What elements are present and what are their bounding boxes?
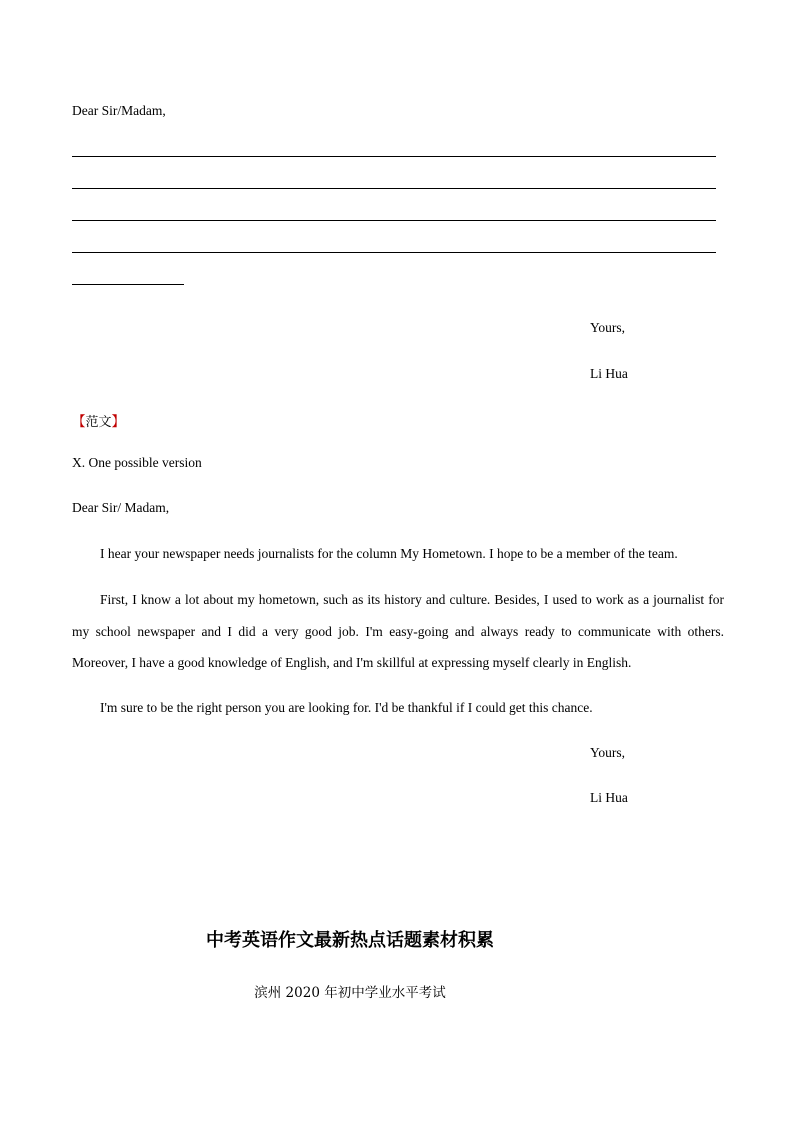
page-subheading: 滨州 2020 年初中学业水平考试	[254, 985, 446, 1001]
essay-closing: Yours,	[590, 745, 626, 760]
essay-paragraph-3: I'm sure to be the right person you are looking for. I'd be thankful if I could get this chance.	[100, 700, 593, 715]
writing-line	[72, 252, 716, 253]
bracket-open: 【	[72, 414, 86, 429]
page-heading: 中考英语作文最新热点话题素材积累	[206, 930, 494, 951]
section-label-fanwen	[72, 410, 125, 430]
essay-signature: Li Hua	[590, 790, 628, 805]
writing-line	[72, 156, 716, 157]
essay-salutation: Dear Sir/ Madam,	[72, 500, 170, 515]
template-salutation: Dear Sir/Madam,	[72, 103, 166, 118]
template-signature: Li Hua	[590, 366, 628, 381]
section-label-text: 范文	[85, 415, 112, 430]
writing-line-short	[72, 284, 184, 285]
version-label: X. One possible version	[72, 455, 202, 470]
essay-paragraph-2: First, I know a lot about my hometown, such as its history and culture. Besides, I used to work as a journalist for my school newspaper and I did a very good job. I'm easy-going and always ready to communicate with others. Moreover, I have a good knowledge of English, and I'm skillful at expressing myself clearly in English.	[72, 592, 724, 670]
template-closing: Yours,	[590, 320, 626, 335]
writing-line	[72, 220, 716, 221]
writing-line	[72, 188, 716, 189]
bracket-close: 】	[111, 414, 126, 429]
essay-paragraph-1: I hear your newspaper needs journalists for the column My Hometown. I hope to be a member of the team.	[100, 546, 678, 561]
